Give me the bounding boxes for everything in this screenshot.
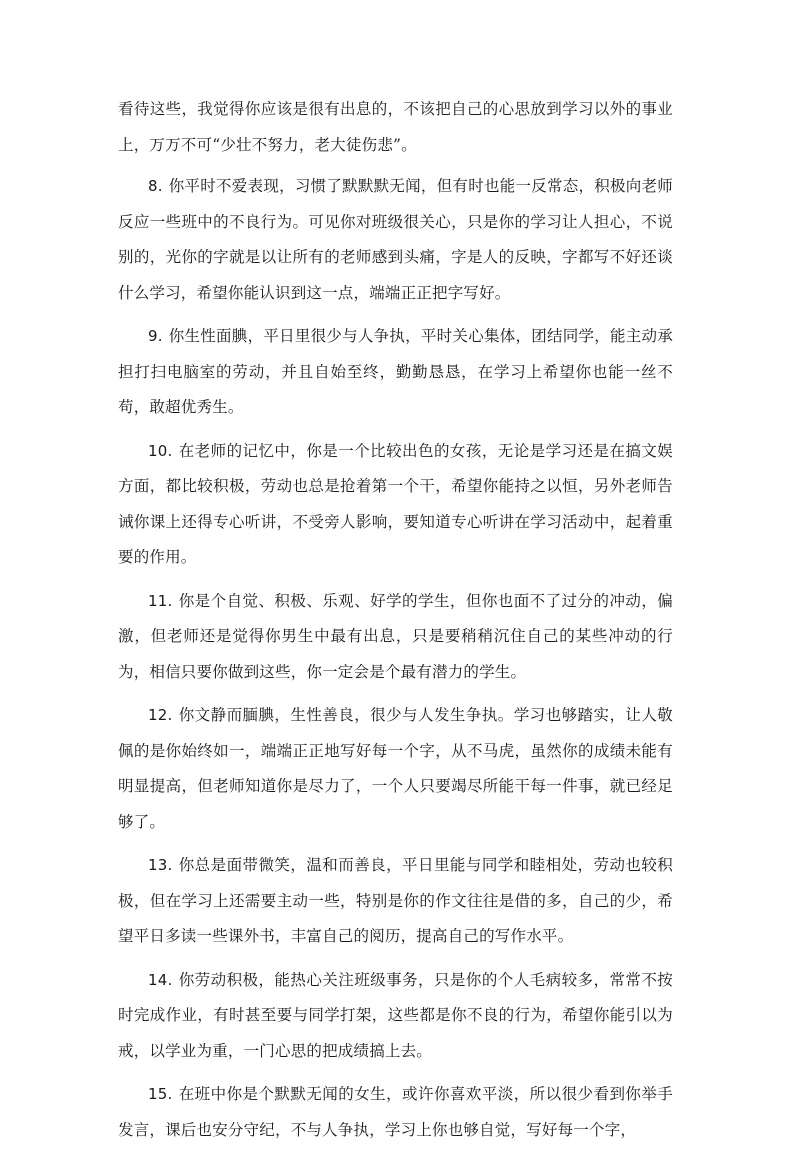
item-number: 11.: [148, 591, 173, 610]
comment-item-13: [118, 848, 673, 955]
item-number: 12.: [148, 706, 173, 724]
comment-item-9: [118, 319, 673, 426]
comment-item-11: [118, 584, 673, 691]
item-number: 14.: [148, 970, 173, 989]
item-text: 你总是面带微笑，温和而善良，平日里能与同学和睦相处，劳动也较积极，但在学习上还需要主动一些，特别是你的作文往往是借的多，自己的少，希望平日多读一些课外书，丰富自己的阅历，提高自己的写作水平。: [118, 856, 673, 945]
item-text: 你生性面腆，平日里很少与人争执，平时关心集体，团结同学，能主动承担打扫电脑室的劳动，并且自始至终，勤勤恳恳，在学习上希望你也能一丝不苟，敢超优秀生。: [118, 327, 673, 416]
comment-item-8: [118, 169, 673, 311]
comment-item-15: [118, 1077, 673, 1148]
comment-item-14: [118, 963, 673, 1070]
item-text: 在老师的记忆中，你是一个比较出色的女孩，无论是学习还是在搞文娱方面，都比较积极，劳动也总是抢着第一个干，希望你能持之以恒，另外老师告诫你课上还得专心听讲，不受旁人影响，要知道专心听讲在学习活动中，起着重要的作用。: [118, 441, 673, 566]
item-text: 你文静而腼腆，生性善良，很少与人发生争执。学习也够踏实，让人敬佩的是你始终如一，端端正正地写好每一个字，从不马虎，虽然你的成绩未能有明显提高，但老师知道你是尽力了，一个人只要竭尽所能干每一件事，就已经足够了。: [118, 706, 673, 831]
item-number: 9.: [148, 327, 163, 345]
item-text: 在班中你是个默默无闻的女生，或许你喜欢平淡，所以很少看到你举手发言，课后也安分守纪，不与人争执，学习上你也够自觉，写好每一个字，: [118, 1085, 673, 1139]
document-body: [118, 92, 673, 1156]
item-text: 你是个自觉、积极、乐观、好学的学生，但你也面不了过分的冲动，偏激，但老师还是觉得你男生中最有出息，只是要稍稍沉住自己的某些冲动的行为，相信只要你做到这些，你一定会是个最有潜力的学生。: [118, 591, 673, 681]
item-number: 15.: [148, 1085, 173, 1103]
item-number: 8.: [148, 177, 163, 195]
item-number: 13.: [148, 856, 173, 874]
intro-paragraph: [118, 92, 673, 163]
comment-item-10: [118, 434, 673, 576]
item-text: 你平时不爱表现，习惯了默默默无闻，但有时也能一反常态，积极向老师反应一些班中的不良行为。可见你对班级很关心，只是你的学习让人担心，不说别的，光你的字就是以让所有的老师感到头痛，字是人的反映，字都写不好还谈什么学习，希望你能认识到这一点，端端正正把字写好。: [118, 177, 673, 302]
item-text: 你劳动积极，能热心关注班级事务，只是你的个人毛病较多，常常不按时完成作业，有时甚至要与同学打架，这些都是你不良的行为，希望你能引以为戒，以学业为重，一门心思的把成绩搞上去。: [118, 970, 673, 1060]
item-number: 10.: [148, 441, 173, 460]
intro-text: 看待这些，我觉得你应该是很有出息的，不该把自己的心思放到学习以外的事业上，万万不可“少壮不努力，老大徒伤悲”。: [118, 100, 673, 154]
comment-item-12: [118, 698, 673, 840]
